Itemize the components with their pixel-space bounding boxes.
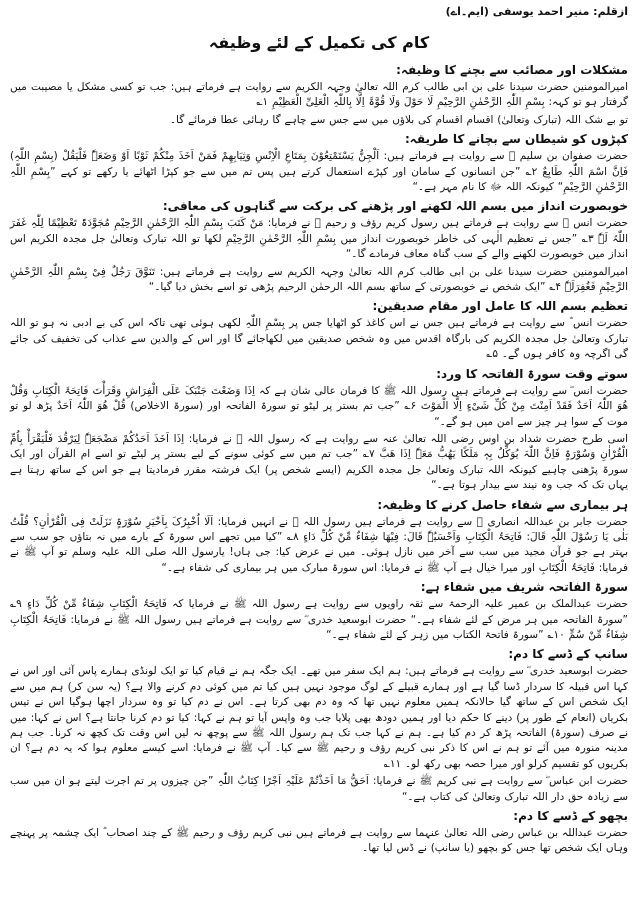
section-heading: سورۃ الفاتحہ شریف میں شفاء ہے: [420,580,628,595]
section-heading: سانپ کے ڈسے کا دم: [508,647,628,662]
paragraph: حضرت ابن عباس ؓ سے روایت ہے نبی کریم ﷺ نے فرمایا: اَحَقُّ مَا اَخَذْتُمْ عَلَیْہِ اَجْرًا کِتَابُ اللّٰہِ ”جن چیزوں پر تم اجرت لیتے ہو ان میں سب سے زیادہ حق دار اللہ تبارک وتعالیٰ کی کتاب ہے۔“ [10,775,628,803]
section-heading: بچھو کے ڈسے کا دم: [513,809,628,824]
paragraph: حضرت عبدالملک بن عمیر علیہ الرحمۃ سے ثقہ راویوں سے روایت ہے رسول اللہ ﷺ نے فرمایا کہ فَاتِحَۃُ الْکِتَابِ شِفَاءٌ مِّنْ کُلِّ دَاءٍ ۹؎ ”سورۃ الفاتحہ میں ہر مرض کے لئے شفاء ہے۔“ حضرت ابوسعید خدری ؓ سے روایت ہے فرماتے ہیں رسول اللہ ﷺ نے فرمایا: فَاتِحَۃُ الْکِتَابِ شِفَاءٌ مِّنْ سُمٍّ ۱۰؎ ”سورۃ فاتحۃ الکتاب میں زہر کے لئے شفاء ہے۔“ [10,598,628,641]
paragraph: امیرالمومنین حضرت سیدنا علی بن ابی طالب کرم اللہ تعالیٰ وجہہ الکریم سے روایت ہے فرماتے ہیں: تَنَوَّقَ رَجُلٌ فِیْ بِسْمِ اللّٰہِ الرَّحْمٰنِ الرَّحِیْمِ فَغُفِرَلَہٗ ۴؎ ”ایک شخص نے خوبصورتی کے ساتھ بسم اللہ الرحمٰن الرحیم پڑھی تو اسے بخش دیا گیا۔“ [10,265,628,294]
author-byline: ازقلم: منیر احمد یوسفی (ایم۔اے) [445,5,628,18]
section-heading: مشکلات اور مصائب سے بچنے کا وظیفہ: [396,63,628,77]
paragraph: حضرت انس ؓ سے روایت ہے فرماتے ہیں جس نے اس کاغذ کو اٹھایا جس پر بِسْمِ اللّٰہِ لکھی ہوئی تھی تاکہ اس کی بے ادبی نہ ہو تو اللہ تبارک وتعالیٰ جل مجدہ الکریم کی بارگاہ اقدس میں وہ شخص صدیقین میں لکھاجائے گا اور اس کے والدین سے عذاب کی تخفیف کی جائے گی اگرچہ وہ کافر ہوں گے۔ ۵؎ [10,317,628,361]
section [10,498,628,577]
page-title: کام کی تکمیل کے لئے وظیفہ [208,33,430,52]
paragraph: حضرت ابوسعید خدری ؓ سے روایت ہے فرماتے ہیں: ہم ایک سفر میں تھے۔ ایک جگہ ہم نے قیام کیا تو ایک لونڈی ہمارے پاس آئی اور اس نے کہا اس قبیلہ کا سردار ڈسا گیا ہے اور ہمارے قبیلے کے لوگ موجود نہیں ہیں کیا تم میں کوئی دم کرنے والا ہے؟ (یہ سن کر) ہم میں سے ایک شخص اس کے ساتھ گیا حالانکہ ہمیں معلوم نہیں تھا کہ وہ دم بھی کرتا ہے۔ اس نے دم کیا تو وہ سردار اچھا ہوگیا اس نے تیس بکریاں (انعام کے طور پر) دینے کا حکم دیا اور ہمیں دودھ بھی پلایا جب وہ واپس آیا تو ہم نے کہا: کیا تو دم کرنا جانتا ہے؟ اس نے کہا: میں نے صرف (سورۃ) الفاتحہ پڑھ کر دم کیا ہے۔ ہم نے کہا جب تک ہم رسول اللہ ﷺ سے پوچھ نہ لیں اس وقت تک کچھ نہ کرنا۔ جب ہم مدینہ منورہ میں آئے تو ہم نے اس کا ذکر نبی کریم رؤف و رحیم ﷺ سے کیا۔ آپ ﷺ نے فرمایا: اسے کیسے معلوم ہوا کہ یہ دم ہے؟ ان بکریوں کو تقسیم کرلو اور میرا حصہ بھی رکھ لو۔ ۱۱؎ [10,665,628,770]
section [10,299,628,362]
paragraph: حضرت انس ؓ سے روایت ہے فرماتے ہیں رسول کریم رؤف و رحیم ﷺ نے فرمایا: مَنْ کَتَبَ بِسْمِ اللّٰہِ الرَّحْمٰنِ الرَّحِیْمِ مُجَوَّدَۃً تَعْظِیْمًا لِلّٰہِ غَفَرَ اللّٰہُ لَہٗ ۳؎ ”جس نے تعظیم الٰہی کی خاطر خوبصورت انداز میں بِسْمِ اللّٰہِ الرَّحْمٰنِ الرَّحِیْمِ لکھا تو اللہ تبارک وتعالیٰ جل مجدہ الکریم اس انداز میں خوبصورت لکھنے والے کے سب گناہ معاف فرمادے گا۔“ [10,217,628,261]
section [10,647,628,805]
paragraph: حضرت عبداللہ بن عباس رضی اللہ تعالیٰ عنہما سے روایت ہے فرماتے ہیں نبی کریم رؤف و رحیم ﷺ کے چند اصحاب ؓ ایک چشمہ پر پہنچے وہاں ایک شخص تھا جس کو بچھو (یا سانپ) نے ڈس لیا تھا۔ [10,827,628,855]
paragraph: تو بے شک اللہ (تبارک وتعالیٰ) اقسام اقسام کی بلاؤں میں سے جس سے چاہے گا رہائی عطا فرمائے گا۔ [169,113,628,126]
section-heading: ہر بیماری سے شفاء حاصل کرنے کا وظیفہ: [377,497,628,512]
section [10,809,628,857]
paragraph: حضرت صفوان بن سلیم ؓ سے روایت ہے فرماتے ہیں: اَلْجِنُّ یَسْتَمْتِعُوْنَ بِمَتَاعِ الْاِنْسِ وَثِیَابِھِمْ فَمَنْ اَخَذَ مِنْکُمْ ثَوْبًا اَوْ وَضَعَہٗ فَلْیَقُلْ (بِسْمِ اللّٰہِ) فَاِنَّ اسْمَ اللّٰہِ طَابِعٌ ۲؎ ”جن انسانوں کے سامان اور کپڑے استعمال کرتے ہیں پس تم میں سے جو کپڑا اٹھائے یا رکھے تو کہے ”بِسْمِ اللّٰہِ الرَّحْمٰنِ الرَّحِیْمِ“ کیونکہ اللہ ﷻ کا نام مہر ہے۔“ [10,150,628,194]
section [10,580,628,643]
section [10,132,628,195]
section-heading: کپڑوں کو شیطان سے بچانے کا طریقہ: [404,132,628,147]
section-heading: سوتے وقت سورۃ الفاتحہ کا ورد: [436,366,628,381]
section-heading: خوبصورت انداز میں بسم اللہ لکھنے اور پڑھنے کی برکت سے گناہوں کی معافی: [162,199,628,214]
paragraph: حضرت انس ؓ سے روایت ہے فرماتے ہیں رسول اللہ ﷺ کا فرمان عالی شان ہے کہ اِذَا وَضَعْتَ جَنْبَکَ عَلَی الْفِرَاشِ وَقَرَأْتَ فَاتِحَۃَ الْکِتَابِ وَقُلْ ھُوَ اللّٰہُ اَحَدٌ فَقَدْ اَمِنْتَ مِنْ کُلِّ شَیْءٍ اِلَّا الْمَوْتَ ۶؎ ”جب تم بستر پر لیٹو تو سورۃ الفاتحہ اور (سورۃ الاخلاص) قُلْ ھُوَ اللّٰہُ اَحَدٌ پڑھ لو تو موت کے سوا ہر چیز سے امن میں ہو گے۔“ [10,384,629,428]
section [10,63,628,128]
section [10,199,628,295]
paragraph: اسی طرح حضرت شداد بن اوس رضی اللہ تعالیٰ عنہ سے روایت ہے کہ رسول اللہ ﷺ نے فرمایا: اِذَا اَخَذَ اَحَدُکُمْ مَضْجَعَہٗ لِیَرْقُدَ فَلْیَقْرَأْ بِاُمِّ الْقُرْاٰنِ وَسُوْرَۃٍ فَاِنَّ اللّٰہَ یُوَکِّلُ بِہٖ مَلَکًا یَھُبُّ مَعَہٗ اِذَا ھَبَّ ۷؎ ”جب تم میں سے کوئی سونے کے لیے بستر پر لیٹے تو اسے ام القرآن اور ایک سورۃ پڑھنی چاہیے کیونکہ اللہ تبارک وتعالیٰ جل مجدہ الکریم (ایسے شخص پر) ایک فرشتہ مقرر فرمادیتا ہے جو اس کے ساتھ رہتا ہے یہاں تک کہ جب وہ نیند سے بیدار ہوتا ہے۔“ [10,432,628,492]
section [10,367,628,494]
paragraph: امیرالمومنین حضرت سیدنا علی بن ابی طالب کرم اللہ تعالیٰ وجہہ الکریم سے روایت ہے فرماتے ہیں: جب تو کسی مشکل یا مصیبت میں گرفتار ہو تو کہہ: بِسْمِ اللّٰہِ الرَّحْمٰنِ الرَّحِیْمِ لَا حَوْلَ وَلَا قُوَّۃَ اِلَّا بِاللّٰہِ الْعَلِیِّ الْعَظِیْمِ ۱؎ [10,81,628,109]
paragraph: حضرت جابر بن عبداللہ انصاری ؓ سے روایت ہے فرماتے ہیں رسول اللہ ﷺ نے انہیں فرمایا: اَلَا اُخْبِرُکَ بِاَخْیَرِ سُوْرَۃٍ نَزَلَتْ فِی الْقُرْاٰنِ؟ قُلْتُ بَلٰی یَا رَسُوْلَ اللّٰہِ قَالَ: فَاتِحَۃُ الْکِتَابِ وَاَحْسَبُہٗ قَالَ: فِیْھَا شِفَاءٌ مِّنْ کُلِّ دَاءٍ ۸؎ ”کیا میں تجھے اس سورۃ کے بارے میں نہ بتاؤں جو سب سے بہتر ہے جو قرآن مجید میں سب سے آخر میں نازل ہوئی۔ میں نے عرض کیا: جی ہاں! یارسول اللہ صلی اللہ علیہ وسلم تو آپ ﷺ نے فرمایا: فَاتِحَۃُ الْکِتَابِ اور میرا خیال ہے آپ ﷺ نے فرمایا: اس سورۃ مبارک میں ہر بیماری کی شفاء ہے۔“ [10,515,628,574]
section-heading: تعظیم بسم اللہ کا عامل اور مقام صدیقین: [372,299,628,314]
